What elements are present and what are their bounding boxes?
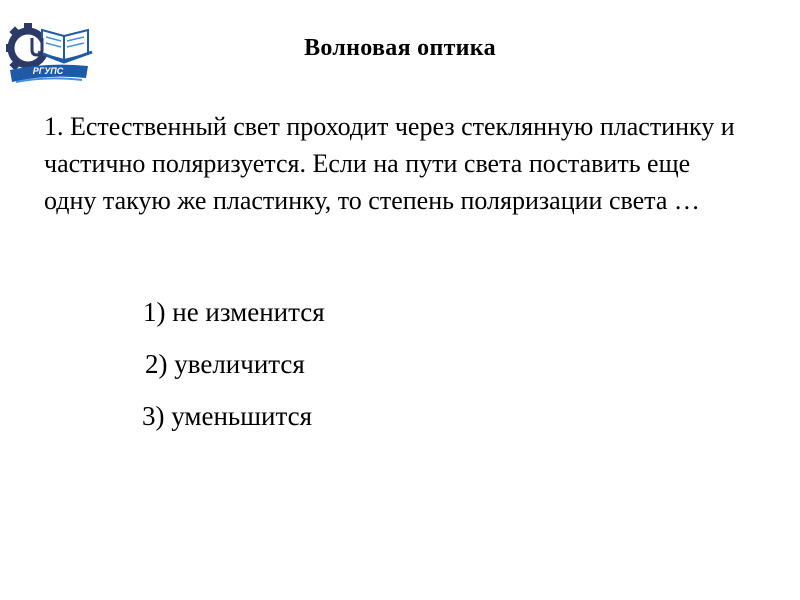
question-text: 1. Естественный свет проходит через стеклянную пластинку и частично поляризуется. Если на пути света поставить еще одну такую же пластинку, то степень поляризации света …: [44, 112, 735, 215]
answer-option-3[interactable]: 3) уменьшится: [142, 401, 312, 431]
answer-option-1[interactable]: 1) не изменится: [143, 297, 325, 327]
logo-text: РГУПС: [32, 66, 64, 76]
answer-option-2[interactable]: 2) увеличится: [145, 349, 305, 379]
slide-title: Волновая оптика: [304, 35, 496, 61]
